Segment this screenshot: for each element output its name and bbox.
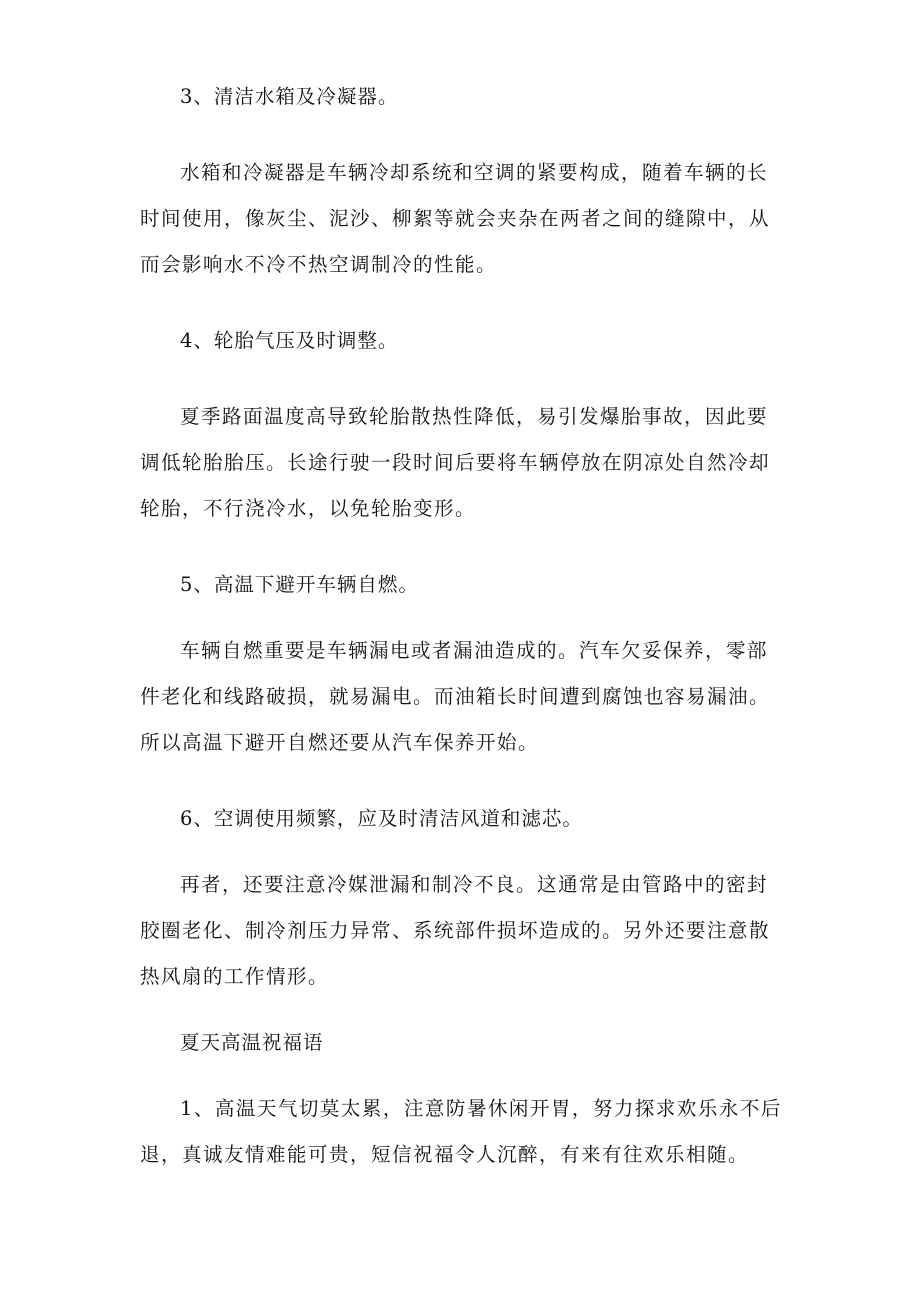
paragraph-spontaneous-combustion: 车辆自燃重要是车辆漏电或者漏油造成的。汽车欠妥保养，零部件老化和线路破损，就易漏电。而油箱长时间遭到腐蚀也容易漏油。所以高温下避开自燃还要从汽车保养开始。 (140, 639, 771, 754)
paragraph-tire-pressure: 夏季路面温度高导致轮胎散热性降低，易引发爆胎事故，因此要调低轮胎胎压。长途行驶一段时间后要将车辆停放在阴凉处自然冷却轮胎，不行浇冷水，以免轮胎变形。 (140, 405, 771, 520)
section-title-summer-blessings: 夏天高温祝福语 (180, 1031, 324, 1054)
heading-clean-radiator: 3、清洁水箱及冷凝器。 (180, 85, 399, 108)
heading-air-conditioning: 6、空调使用频繁，应及时清洁风道和滤芯。 (180, 807, 583, 830)
paragraph-radiator: 水箱和冷凝器是车辆冷却系统和空调的紧要构成，随着车辆的长时间使用，像灰尘、泥沙、柳絮等就会夹杂在两者之间的缝隙中，从而会影响水不冷不热空调制冷的性能。 (140, 161, 771, 276)
paragraph-air-conditioning: 再者，还要注意冷媒泄漏和制冷不良。这通常是由管路中的密封胶圈老化、制冷剂压力异常、系统部件损坏造成的。另外还要注意散热风扇的工作情形。 (140, 873, 771, 988)
heading-spontaneous-combustion: 5、高温下避开车辆自燃。 (180, 573, 419, 596)
heading-tire-pressure: 4、轮胎气压及时调整。 (180, 329, 399, 352)
paragraph-blessing-1: 1、高温天气切莫太累，注意防暑休闲开胃，努力探求欢乐永不后退，真诚友情难能可贵，短信祝福令人沉醉，有来有往欢乐相随。 (140, 1097, 782, 1166)
